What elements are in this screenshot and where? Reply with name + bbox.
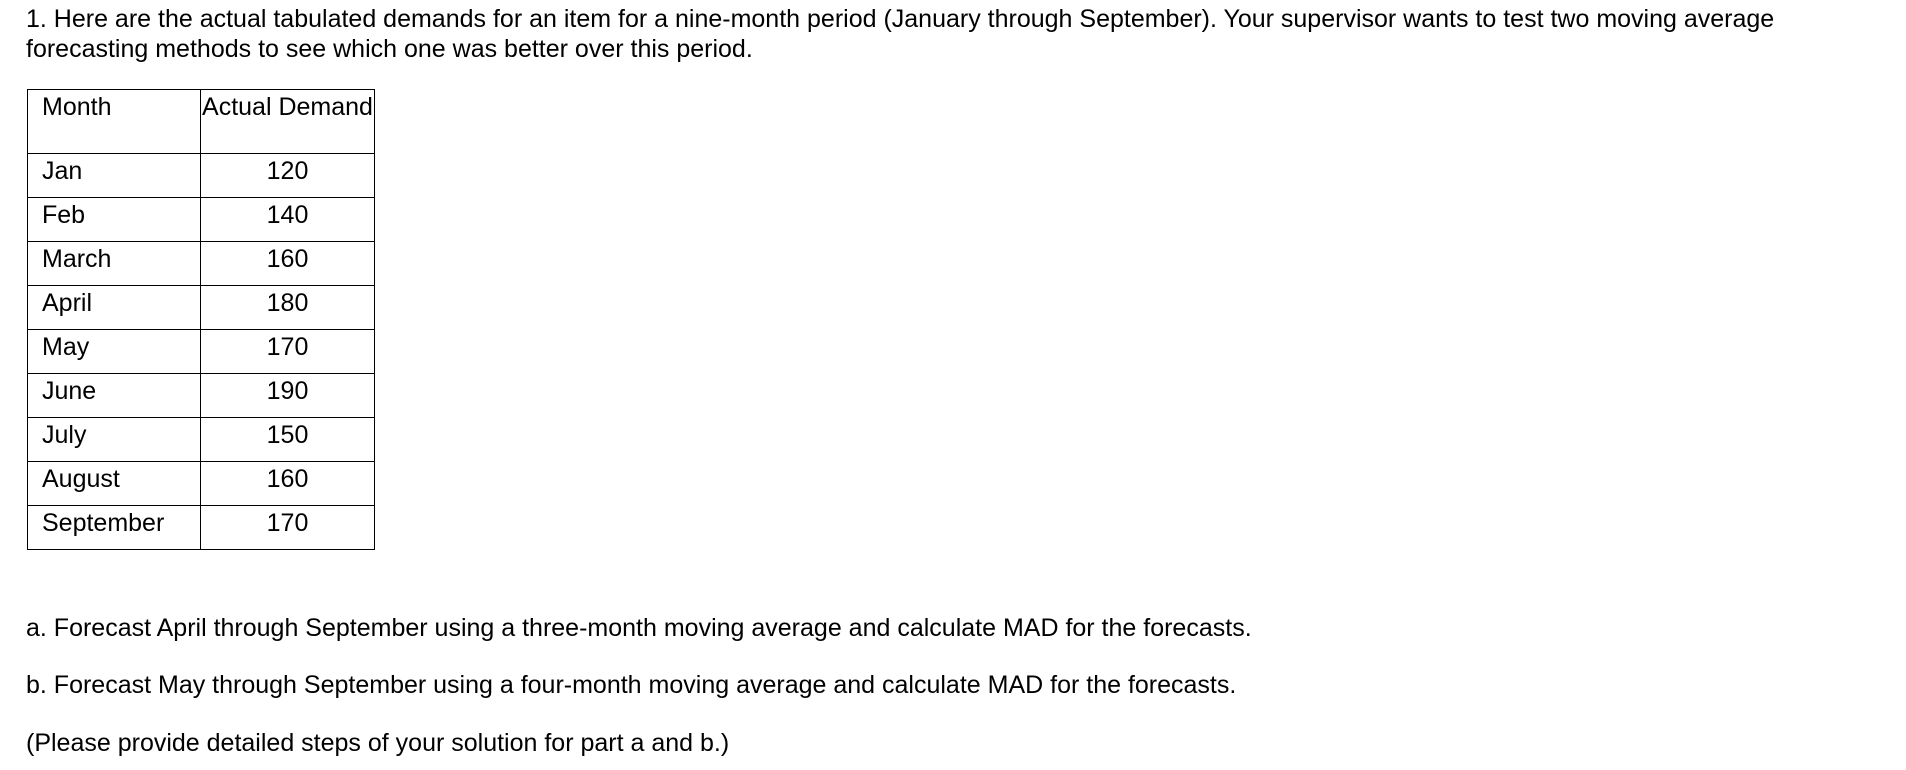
header-month: Month: [28, 90, 201, 154]
table-row: [28, 242, 375, 286]
month-cell: June: [28, 374, 201, 418]
table-row: [28, 418, 375, 462]
question-b: b. Forecast May through September using a four-month moving average and calculate MAD for the forecasts.: [26, 671, 1237, 699]
table-row: [28, 330, 375, 374]
demand-cell: 120: [201, 154, 375, 198]
table-row: [28, 154, 375, 198]
demand-cell: 190: [201, 374, 375, 418]
month-cell: August: [28, 462, 201, 506]
demand-table: [27, 89, 375, 550]
table-row: [28, 286, 375, 330]
problem-intro: 1. Here are the actual tabulated demands for an item for a nine-month period (January through September). Your supervisor wants to test two moving average forecasting methods to see which one was better over this period.: [26, 5, 1775, 63]
table-header-row: [28, 90, 375, 154]
month-cell: Jan: [28, 154, 201, 198]
demand-cell: 150: [201, 418, 375, 462]
instructions-note: (Please provide detailed steps of your solution for part a and b.): [26, 729, 730, 757]
header-actual-demand: Actual Demand: [201, 90, 375, 154]
table-row: [28, 374, 375, 418]
demand-cell: 170: [201, 330, 375, 374]
demand-cell: 160: [201, 462, 375, 506]
month-cell: July: [28, 418, 201, 462]
demand-cell: 140: [201, 198, 375, 242]
table-row: [28, 506, 375, 550]
demand-cell: 180: [201, 286, 375, 330]
month-cell: May: [28, 330, 201, 374]
month-cell: April: [28, 286, 201, 330]
table-row: [28, 198, 375, 242]
month-cell: September: [28, 506, 201, 550]
month-cell: Feb: [28, 198, 201, 242]
question-a: a. Forecast April through September using a three-month moving average and calculate MAD for the forecasts.: [26, 614, 1252, 642]
demand-cell: 160: [201, 242, 375, 286]
table-row: [28, 462, 375, 506]
month-cell: March: [28, 242, 201, 286]
demand-cell: 170: [201, 506, 375, 550]
